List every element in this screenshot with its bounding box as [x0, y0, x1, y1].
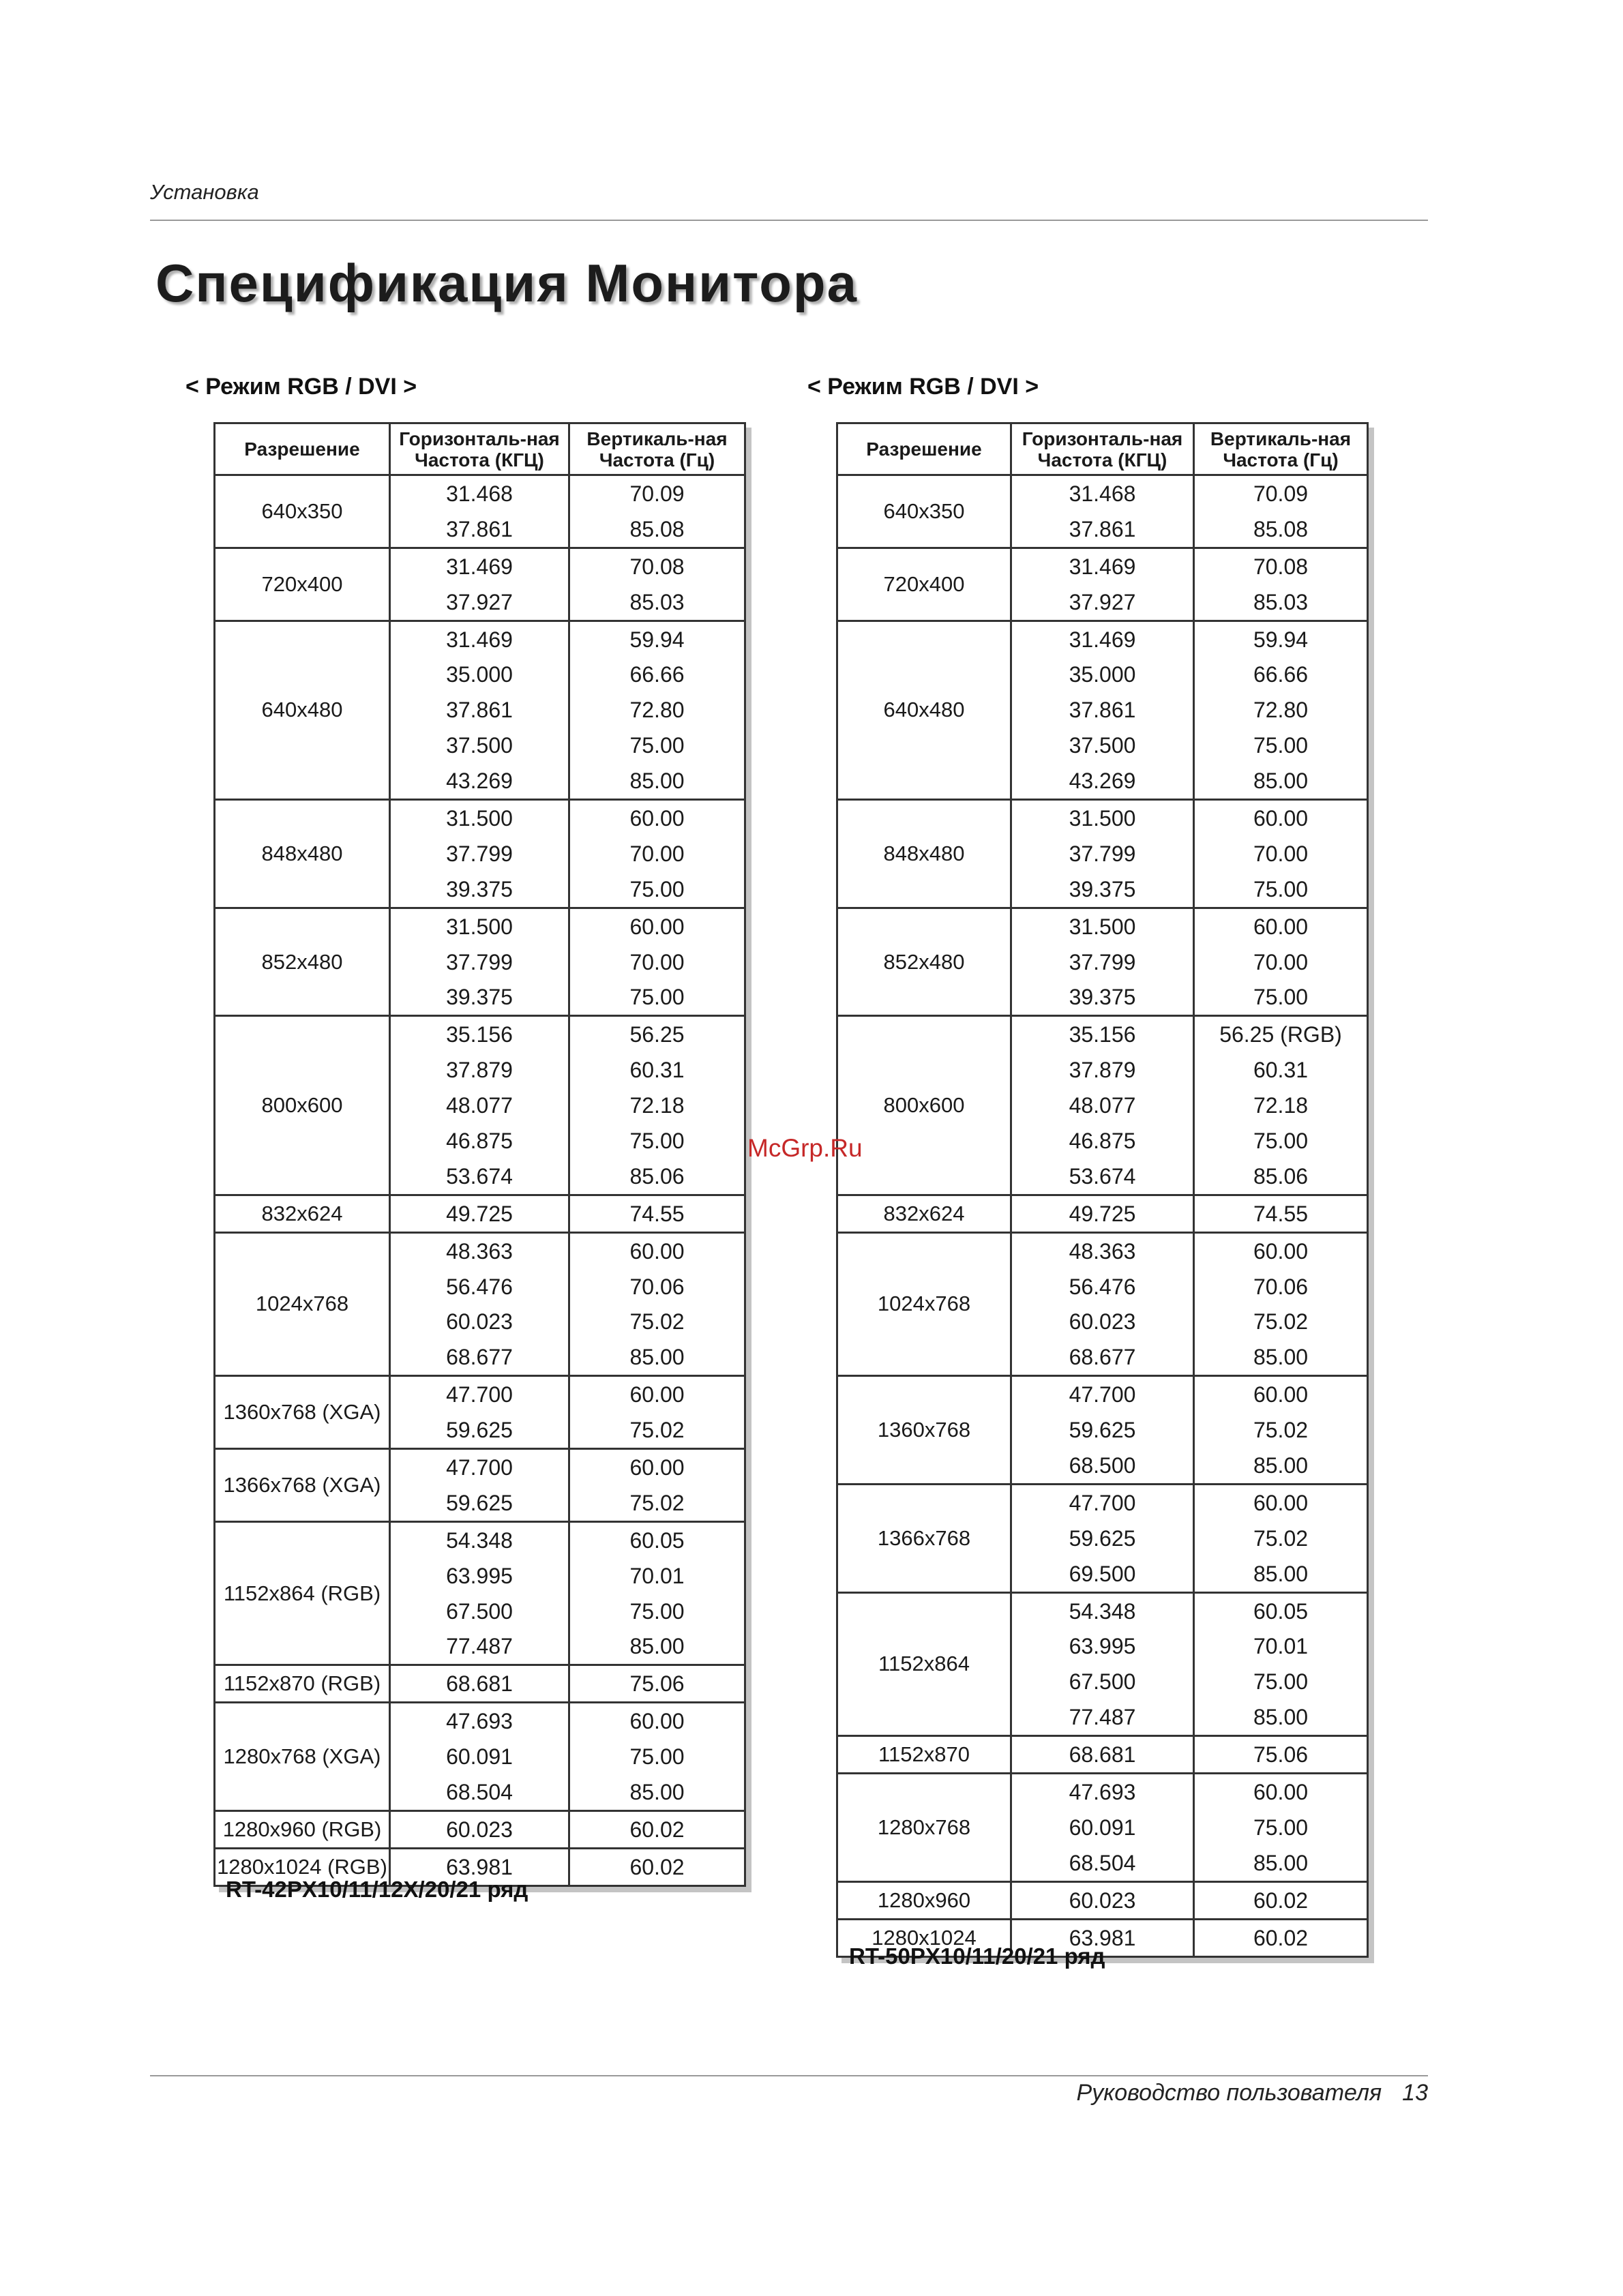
table-row [215, 800, 745, 836]
horizontal-frequency-cell: 68.681 [390, 1665, 569, 1703]
horizontal-frequency-cell: 43.269 [1011, 763, 1194, 799]
table-row [837, 1736, 1368, 1774]
model-caption-left: RT-42PX10/11/12X/20/21 ряд [226, 1877, 528, 1902]
table-row [215, 1665, 745, 1703]
resolution-cell: 720x400 [837, 548, 1011, 621]
horizontal-frequency-cell: 31.469 [390, 621, 569, 657]
horizontal-frequency-cell: 37.799 [390, 836, 569, 871]
vertical-frequency-cell: 85.00 [569, 1629, 745, 1665]
resolution-cell: 800x600 [215, 1016, 390, 1195]
horizontal-frequency-cell: 53.674 [390, 1159, 569, 1195]
horizontal-frequency-cell: 48.077 [1011, 1088, 1194, 1123]
table-row [837, 1484, 1368, 1520]
horizontal-frequency-cell: 37.861 [1011, 692, 1194, 728]
horizontal-frequency-cell: 37.500 [1011, 728, 1194, 763]
resolution-cell: 1360x768 (XGA) [215, 1376, 390, 1449]
horizontal-frequency-cell: 63.981 [390, 1848, 569, 1885]
horizontal-frequency-cell: 56.476 [390, 1269, 569, 1304]
vertical-frequency-cell: 70.00 [1194, 944, 1368, 980]
table-row [215, 1016, 745, 1052]
vertical-frequency-cell: 85.08 [1194, 511, 1368, 548]
horizontal-frequency-cell: 59.625 [1011, 1412, 1194, 1448]
horizontal-frequency-cell: 31.468 [390, 475, 569, 511]
horizontal-frequency-cell: 46.875 [390, 1123, 569, 1159]
horizontal-frequency-cell: 47.700 [390, 1376, 569, 1412]
horizontal-frequency-cell: 68.504 [1011, 1845, 1194, 1881]
horizontal-frequency-cell: 35.000 [390, 657, 569, 692]
horizontal-frequency-cell: 47.700 [1011, 1376, 1194, 1412]
horizontal-frequency-cell: 31.468 [1011, 475, 1194, 511]
vertical-frequency-cell: 75.00 [1194, 979, 1368, 1015]
resolution-cell: 1152x870 [837, 1736, 1011, 1774]
vertical-frequency-cell: 60.02 [1194, 1881, 1368, 1919]
resolution-cell: 1152x864 (RGB) [215, 1521, 390, 1665]
vertical-frequency-cell: 60.00 [569, 1703, 745, 1739]
page-footer [1077, 2080, 1428, 2106]
mode-label-left: < Режим RGB / DVI > [185, 374, 417, 400]
vertical-frequency-cell: 60.00 [569, 1449, 745, 1485]
header-vertical-frequency: Вертикаль-ная Частота (Гц) [569, 423, 745, 475]
horizontal-frequency-cell: 60.091 [1011, 1810, 1194, 1845]
watermark: McGrp.Ru [747, 1134, 863, 1162]
resolution-cell: 848x480 [215, 800, 390, 908]
horizontal-frequency-cell: 47.693 [1011, 1774, 1194, 1810]
vertical-frequency-cell: 75.02 [569, 1485, 745, 1521]
horizontal-frequency-cell: 31.500 [390, 800, 569, 836]
resolution-cell: 1280x1024 [837, 1919, 1011, 1956]
table-row [215, 908, 745, 944]
horizontal-frequency-cell: 31.469 [1011, 621, 1194, 657]
table-row [215, 1232, 745, 1268]
resolution-cell: 1280x1024 (RGB) [215, 1848, 390, 1885]
horizontal-frequency-cell: 31.469 [390, 548, 569, 584]
vertical-frequency-cell: 60.05 [569, 1521, 745, 1557]
horizontal-frequency-cell: 37.500 [390, 728, 569, 763]
horizontal-frequency-cell: 60.023 [1011, 1881, 1194, 1919]
vertical-frequency-cell: 85.06 [569, 1159, 745, 1195]
resolution-cell: 848x480 [837, 800, 1011, 908]
model-caption-right: RT-50PX10/11/20/21 ряд [849, 1943, 1105, 1969]
manual-title: Руководство пользователя [1076, 2080, 1382, 2106]
table-row [837, 1592, 1368, 1628]
vertical-frequency-cell: 66.66 [1194, 657, 1368, 692]
horizontal-frequency-cell: 68.504 [390, 1774, 569, 1810]
vertical-frequency-cell: 74.55 [1194, 1195, 1368, 1232]
resolution-cell: 1024x768 [215, 1232, 390, 1376]
horizontal-frequency-cell: 67.500 [390, 1594, 569, 1629]
horizontal-frequency-cell: 37.861 [1011, 511, 1194, 548]
horizontal-frequency-cell: 47.693 [390, 1703, 569, 1739]
vertical-frequency-cell: 60.00 [1194, 1232, 1368, 1268]
vertical-frequency-cell: 85.00 [1194, 1556, 1368, 1592]
vertical-frequency-cell: 70.06 [569, 1269, 745, 1304]
table-row [837, 908, 1368, 944]
footer-rule [150, 2075, 1428, 2076]
horizontal-frequency-cell: 67.500 [1011, 1664, 1194, 1699]
table-row [215, 1703, 745, 1739]
vertical-frequency-cell: 60.31 [1194, 1052, 1368, 1088]
vertical-frequency-cell: 60.00 [1194, 800, 1368, 836]
horizontal-frequency-cell: 37.861 [390, 511, 569, 548]
horizontal-frequency-cell: 31.500 [390, 908, 569, 944]
horizontal-frequency-cell: 35.000 [1011, 657, 1194, 692]
table-row [215, 548, 745, 584]
vertical-frequency-cell: 75.02 [569, 1304, 745, 1339]
header-rule [150, 220, 1428, 221]
vertical-frequency-cell: 70.01 [569, 1558, 745, 1594]
horizontal-frequency-cell: 63.995 [390, 1558, 569, 1594]
vertical-frequency-cell: 72.18 [1194, 1088, 1368, 1123]
vertical-frequency-cell: 75.00 [569, 871, 745, 908]
vertical-frequency-cell: 70.09 [569, 475, 745, 511]
header-resolution: Разрешение [837, 423, 1011, 475]
header-horizontal-frequency: Горизонталь-ная Частота (КГЦ) [1011, 423, 1194, 475]
horizontal-frequency-cell: 59.625 [390, 1485, 569, 1521]
horizontal-frequency-cell: 49.725 [1011, 1195, 1194, 1232]
horizontal-frequency-cell: 68.677 [390, 1339, 569, 1375]
vertical-frequency-cell: 70.01 [1194, 1629, 1368, 1665]
resolution-cell: 640x480 [837, 621, 1011, 799]
vertical-frequency-cell: 75.02 [1194, 1521, 1368, 1556]
horizontal-frequency-cell: 31.500 [1011, 800, 1194, 836]
resolution-cell: 1280x768 (XGA) [215, 1703, 390, 1811]
resolution-cell: 1152x864 [837, 1592, 1011, 1736]
page-number: 13 [1402, 2080, 1428, 2106]
vertical-frequency-cell: 75.00 [1194, 871, 1368, 908]
table-row [837, 621, 1368, 657]
vertical-frequency-cell: 85.00 [1194, 1699, 1368, 1735]
vertical-frequency-cell: 60.00 [569, 1232, 745, 1268]
table-row [215, 1376, 745, 1412]
vertical-frequency-cell: 75.06 [1194, 1736, 1368, 1774]
vertical-frequency-cell: 85.03 [1194, 584, 1368, 621]
vertical-frequency-cell: 75.02 [1194, 1412, 1368, 1448]
vertical-frequency-cell: 75.00 [569, 728, 745, 763]
horizontal-frequency-cell: 35.156 [1011, 1016, 1194, 1052]
vertical-frequency-cell: 75.02 [1194, 1304, 1368, 1339]
table-row [837, 1016, 1368, 1052]
vertical-frequency-cell: 75.00 [569, 1739, 745, 1774]
table-row [215, 475, 745, 511]
vertical-frequency-cell: 59.94 [569, 621, 745, 657]
horizontal-frequency-cell: 77.487 [1011, 1699, 1194, 1735]
horizontal-frequency-cell: 60.023 [390, 1810, 569, 1848]
horizontal-frequency-cell: 56.476 [1011, 1269, 1194, 1304]
horizontal-frequency-cell: 54.348 [390, 1521, 569, 1557]
vertical-frequency-cell: 60.05 [1194, 1592, 1368, 1628]
horizontal-frequency-cell: 39.375 [390, 979, 569, 1015]
horizontal-frequency-cell: 39.375 [1011, 871, 1194, 908]
horizontal-frequency-cell: 49.725 [390, 1195, 569, 1232]
vertical-frequency-cell: 60.00 [569, 1376, 745, 1412]
horizontal-frequency-cell: 47.700 [390, 1449, 569, 1485]
horizontal-frequency-cell: 37.799 [1011, 836, 1194, 871]
vertical-frequency-cell: 60.00 [1194, 1774, 1368, 1810]
table-row [215, 1449, 745, 1485]
table-row [215, 621, 745, 657]
table-row [837, 800, 1368, 836]
horizontal-frequency-cell: 60.023 [390, 1304, 569, 1339]
table-row [215, 1810, 745, 1848]
horizontal-frequency-cell: 69.500 [1011, 1556, 1194, 1592]
vertical-frequency-cell: 60.00 [569, 800, 745, 836]
table-row [837, 1774, 1368, 1810]
vertical-frequency-cell: 85.06 [1194, 1159, 1368, 1195]
table-row [837, 1881, 1368, 1919]
resolution-cell: 1280x768 [837, 1774, 1011, 1882]
resolution-cell: 1280x960 (RGB) [215, 1810, 390, 1848]
vertical-frequency-cell: 70.00 [569, 836, 745, 871]
vertical-frequency-cell: 75.00 [1194, 1810, 1368, 1845]
vertical-frequency-cell: 60.31 [569, 1052, 745, 1088]
resolution-cell: 640x350 [837, 475, 1011, 548]
horizontal-frequency-cell: 59.625 [390, 1412, 569, 1448]
resolution-cell: 1152x870 (RGB) [215, 1665, 390, 1703]
vertical-frequency-cell: 75.00 [1194, 728, 1368, 763]
resolution-cell: 852x480 [215, 908, 390, 1016]
vertical-frequency-cell: 75.06 [569, 1665, 745, 1703]
vertical-frequency-cell: 60.00 [1194, 1376, 1368, 1412]
vertical-frequency-cell: 66.66 [569, 657, 745, 692]
resolution-cell: 852x480 [837, 908, 1011, 1016]
vertical-frequency-cell: 60.02 [569, 1810, 745, 1848]
vertical-frequency-cell: 70.00 [569, 944, 745, 980]
vertical-frequency-cell: 72.80 [569, 692, 745, 728]
horizontal-frequency-cell: 37.879 [1011, 1052, 1194, 1088]
table-row [837, 1195, 1368, 1232]
resolution-cell: 1280x960 [837, 1881, 1011, 1919]
header-horizontal-frequency: Горизонталь-ная Частота (КГЦ) [390, 423, 569, 475]
table-row [837, 548, 1368, 584]
horizontal-frequency-cell: 31.469 [1011, 548, 1194, 584]
horizontal-frequency-cell: 39.375 [1011, 979, 1194, 1015]
horizontal-frequency-cell: 35.156 [390, 1016, 569, 1052]
resolution-cell: 720x400 [215, 548, 390, 621]
vertical-frequency-cell: 60.00 [569, 908, 745, 944]
section-title: Установка [150, 180, 259, 204]
vertical-frequency-cell: 85.00 [1194, 763, 1368, 799]
vertical-frequency-cell: 70.06 [1194, 1269, 1368, 1304]
vertical-frequency-cell: 85.03 [569, 584, 745, 621]
horizontal-frequency-cell: 37.799 [390, 944, 569, 980]
vertical-frequency-cell: 85.00 [569, 763, 745, 799]
vertical-frequency-cell: 75.00 [569, 979, 745, 1015]
vertical-frequency-cell: 59.94 [1194, 621, 1368, 657]
table-row [215, 1521, 745, 1557]
header-resolution: Разрешение [215, 423, 390, 475]
table-row [837, 1376, 1368, 1412]
resolution-cell: 1366x768 [837, 1484, 1011, 1592]
horizontal-frequency-cell: 53.674 [1011, 1159, 1194, 1195]
horizontal-frequency-cell: 68.681 [1011, 1736, 1194, 1774]
vertical-frequency-cell: 56.25 (RGB) [1194, 1016, 1368, 1052]
resolution-cell: 1360x768 [837, 1376, 1011, 1485]
horizontal-frequency-cell: 60.091 [390, 1739, 569, 1774]
horizontal-frequency-cell: 37.927 [1011, 584, 1194, 621]
header-vertical-frequency: Вертикаль-ная Частота (Гц) [1194, 423, 1368, 475]
horizontal-frequency-cell: 48.077 [390, 1088, 569, 1123]
vertical-frequency-cell: 72.18 [569, 1088, 745, 1123]
horizontal-frequency-cell: 63.995 [1011, 1629, 1194, 1665]
table-row [837, 1232, 1368, 1268]
table-row [215, 1195, 745, 1232]
horizontal-frequency-cell: 37.879 [390, 1052, 569, 1088]
horizontal-frequency-cell: 39.375 [390, 871, 569, 908]
vertical-frequency-cell: 85.00 [569, 1774, 745, 1810]
horizontal-frequency-cell: 47.700 [1011, 1484, 1194, 1520]
vertical-frequency-cell: 85.08 [569, 511, 745, 548]
vertical-frequency-cell: 75.00 [569, 1123, 745, 1159]
vertical-frequency-cell: 60.00 [1194, 1484, 1368, 1520]
table-row [837, 475, 1368, 511]
horizontal-frequency-cell: 43.269 [390, 763, 569, 799]
horizontal-frequency-cell: 77.487 [390, 1629, 569, 1665]
horizontal-frequency-cell: 48.363 [1011, 1232, 1194, 1268]
vertical-frequency-cell: 85.00 [569, 1339, 745, 1375]
vertical-frequency-cell: 56.25 [569, 1016, 745, 1052]
mode-label-right: < Режим RGB / DVI > [807, 374, 1039, 400]
vertical-frequency-cell: 75.00 [1194, 1664, 1368, 1699]
vertical-frequency-cell: 72.80 [1194, 692, 1368, 728]
vertical-frequency-cell: 70.08 [569, 548, 745, 584]
vertical-frequency-cell: 70.08 [1194, 548, 1368, 584]
resolution-cell: 800x600 [837, 1016, 1011, 1195]
vertical-frequency-cell: 60.02 [569, 1848, 745, 1885]
resolution-cell: 640x350 [215, 475, 390, 548]
resolution-cell: 640x480 [215, 621, 390, 799]
horizontal-frequency-cell: 59.625 [1011, 1521, 1194, 1556]
vertical-frequency-cell: 75.02 [569, 1412, 745, 1448]
resolution-cell: 1366x768 (XGA) [215, 1449, 390, 1522]
resolution-cell: 1024x768 [837, 1232, 1011, 1376]
vertical-frequency-cell: 74.55 [569, 1195, 745, 1232]
horizontal-frequency-cell: 37.799 [1011, 944, 1194, 980]
page-title: Спецификация Монитора [155, 253, 858, 313]
vertical-frequency-cell: 85.00 [1194, 1845, 1368, 1881]
vertical-frequency-cell: 75.00 [569, 1594, 745, 1629]
horizontal-frequency-cell: 31.500 [1011, 908, 1194, 944]
horizontal-frequency-cell: 48.363 [390, 1232, 569, 1268]
vertical-frequency-cell: 75.00 [1194, 1123, 1368, 1159]
horizontal-frequency-cell: 63.981 [1011, 1919, 1194, 1956]
horizontal-frequency-cell: 68.500 [1011, 1448, 1194, 1484]
resolution-table-right [836, 422, 1369, 1958]
vertical-frequency-cell: 70.09 [1194, 475, 1368, 511]
resolution-cell: 832x624 [215, 1195, 390, 1232]
horizontal-frequency-cell: 37.861 [390, 692, 569, 728]
vertical-frequency-cell: 60.02 [1194, 1919, 1368, 1956]
resolution-cell: 832x624 [837, 1195, 1011, 1232]
vertical-frequency-cell: 70.00 [1194, 836, 1368, 871]
vertical-frequency-cell: 60.00 [1194, 908, 1368, 944]
horizontal-frequency-cell: 54.348 [1011, 1592, 1194, 1628]
horizontal-frequency-cell: 37.927 [390, 584, 569, 621]
resolution-table-left [213, 422, 746, 1887]
horizontal-frequency-cell: 46.875 [1011, 1123, 1194, 1159]
vertical-frequency-cell: 85.00 [1194, 1448, 1368, 1484]
horizontal-frequency-cell: 60.023 [1011, 1304, 1194, 1339]
horizontal-frequency-cell: 68.677 [1011, 1339, 1194, 1375]
vertical-frequency-cell: 85.00 [1194, 1339, 1368, 1375]
